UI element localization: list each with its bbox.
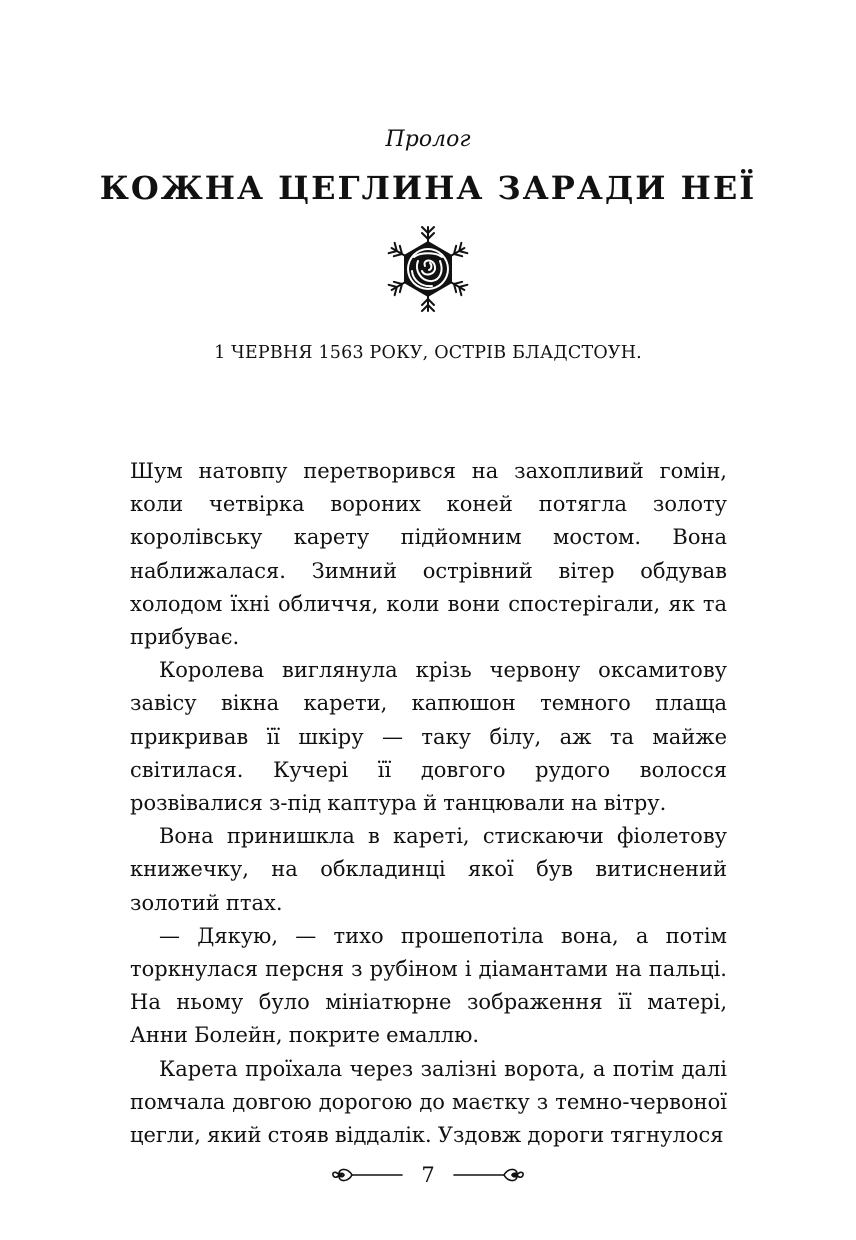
- flourish-right-icon: [452, 1160, 526, 1190]
- rose-snowflake-icon: [386, 224, 470, 314]
- dateline: 1 ЧЕРВНЯ 1563 РОКУ, ОСТРІВ БЛАДСТОУН.: [214, 343, 642, 363]
- paragraph: Карета проїхала через залізні ворота, а потім далі помчала довгою дорогою до маєтку з темно-червоної цегли, який стояв віддалік. Уздовж дороги тягнулося: [130, 1056, 727, 1148]
- page-footer: [330, 1160, 526, 1190]
- paragraph: Шум натовпу перетворився на захопливий гомін, коли четвірка вороних коней потягла золоту королівську карету підйомним мостом. Вона наближалася. Зимний острівний вітер обдував холодом їхні обличчя, коли вони спостерігали, як та прибуває.: [130, 459, 727, 650]
- body-text: [130, 455, 727, 1152]
- chapter-title: КОЖНА ЦЕГЛИНА ЗАРАДИ НЕЇ: [99, 169, 757, 207]
- paragraph: Королева виглянула крізь червону оксамитову завісу вікна карети, капюшон темного плаща прикривав її шкіру — таку білу, аж та майже світилася. Кучері її довгого рудого волосся розвівалися з-під каптура й танцювали на вітру.: [130, 658, 727, 816]
- page-number: 7: [421, 1163, 435, 1187]
- paragraph: — Дякую, — тихо прошепотіла вона, а потім торкнулася персня з рубіном і діамантами на пальці. На ньому було мініатюрне зображення її матері, Анни Болейн, покрите емаллю.: [130, 923, 727, 1048]
- paragraph: Вона принишкла в кареті, стискаючи фіолетову книжечку, на обкладинці якої був витиснений золотий птах.: [130, 824, 727, 915]
- chapter-label: Пролог: [385, 127, 471, 152]
